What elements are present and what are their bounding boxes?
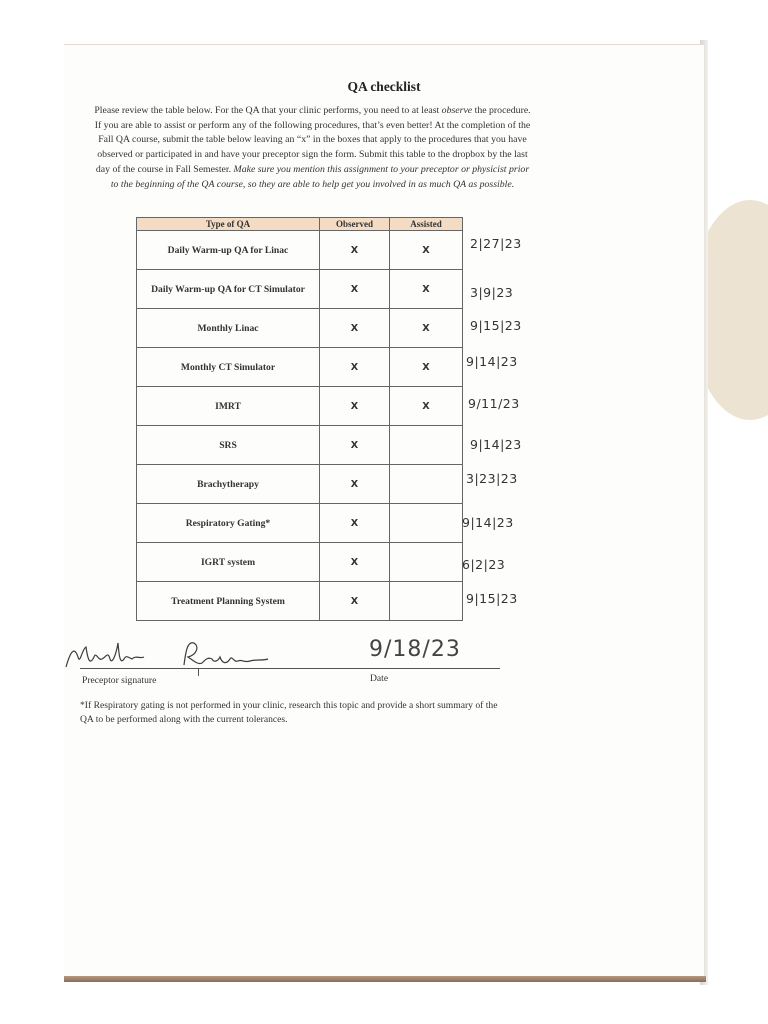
observed-mark: X (320, 426, 390, 465)
qa-type-cell: Daily Warm-up QA for CT Simulator (137, 270, 320, 309)
table-row (137, 387, 463, 426)
handwritten-date: 6|2|23 (462, 557, 506, 572)
instructions-text: Please review the table below. For the QA that your clinic performs, you need to at least (94, 106, 440, 116)
qa-table (136, 217, 463, 621)
instructions-emphasis: observe (441, 106, 473, 116)
handwritten-date: 3|9|23 (470, 285, 514, 300)
qa-type-cell: Daily Warm-up QA for Linac (137, 231, 320, 270)
handwritten-date: 9|14|23 (466, 354, 518, 369)
paper-bottom-edge (64, 976, 706, 982)
handwritten-date: 9/11/23 (468, 396, 520, 411)
table-row (137, 348, 463, 387)
observed-mark: X (320, 543, 390, 582)
table-row (137, 582, 463, 621)
handwritten-date: 9|15|23 (466, 591, 518, 606)
observed-mark: X (320, 309, 390, 348)
observed-mark: X (320, 582, 390, 621)
assisted-mark (390, 426, 463, 465)
handwritten-date: 2|27|23 (470, 236, 522, 251)
date-label: Date (370, 673, 389, 684)
handwritten-date: 9|14|23 (470, 437, 522, 452)
assisted-mark: X (390, 387, 463, 426)
assisted-mark (390, 543, 463, 582)
observed-mark: X (320, 465, 390, 504)
observed-mark: X (320, 231, 390, 270)
qa-type-cell: Respiratory Gating* (137, 504, 320, 543)
table-row (137, 426, 463, 465)
assisted-mark: X (390, 270, 463, 309)
table-row (137, 270, 463, 309)
observed-mark: X (320, 270, 390, 309)
footnote: *If Respiratory gating is not performed in your clinic, research this topic and provide a short summary of the QA to be performed along with the current tolerances. (80, 700, 498, 725)
instructions-text-rest: the procedure. If you are able to assist or perform any of the following procedures, that’s even better! At the completion of the Fall QA course, submit the table below leaving an “x” in the boxes that apply to the procedures that you have observed or participated in and have your preceptor sign the form. Submit this table to the dropbox by the last day of the course in Fall Semester. (94, 106, 531, 175)
assisted-mark: X (390, 231, 463, 270)
qa-type-cell: Brachytherapy (137, 465, 320, 504)
instructions-italic-note: Make sure you mention this assignment to your preceptor or physicist prior to the beginning of the QA course, so they are able to help get you involved in as much QA as possible. (110, 164, 530, 190)
table-row (137, 231, 463, 270)
assisted-mark: X (390, 348, 463, 387)
assisted-mark (390, 582, 463, 621)
observed-mark: X (320, 387, 390, 426)
signature-line-tick (198, 668, 199, 676)
qa-type-cell: SRS (137, 426, 320, 465)
qa-type-cell: IGRT system (137, 543, 320, 582)
table-row (137, 543, 463, 582)
qa-type-cell: Treatment Planning System (137, 582, 320, 621)
qa-type-cell: IMRT (137, 387, 320, 426)
observed-mark: X (320, 504, 390, 543)
table-row (137, 504, 463, 543)
assisted-mark (390, 465, 463, 504)
observed-mark: X (320, 348, 390, 387)
document-page (64, 44, 704, 979)
table-row (137, 309, 463, 348)
table-row (137, 465, 463, 504)
handwritten-date: 9|15|23 (470, 318, 522, 333)
qa-type-cell: Monthly Linac (137, 309, 320, 348)
header-assisted: Assisted (390, 218, 463, 231)
instructions-paragraph (92, 104, 533, 192)
table-header-row (137, 218, 463, 231)
assisted-mark (390, 504, 463, 543)
handwritten-date: 3|23|23 (466, 471, 518, 486)
assisted-mark: X (390, 309, 463, 348)
preceptor-signature-label: Preceptor signature (82, 675, 157, 686)
preceptor-signature (64, 635, 274, 675)
signature-line (80, 668, 500, 669)
header-type: Type of QA (137, 218, 320, 231)
signature-date: 9/18/23 (369, 637, 461, 662)
header-observed: Observed (320, 218, 390, 231)
qa-type-cell: Monthly CT Simulator (137, 348, 320, 387)
page-title: QA checklist (347, 79, 421, 94)
handwritten-date: 9|14|23 (462, 515, 514, 530)
